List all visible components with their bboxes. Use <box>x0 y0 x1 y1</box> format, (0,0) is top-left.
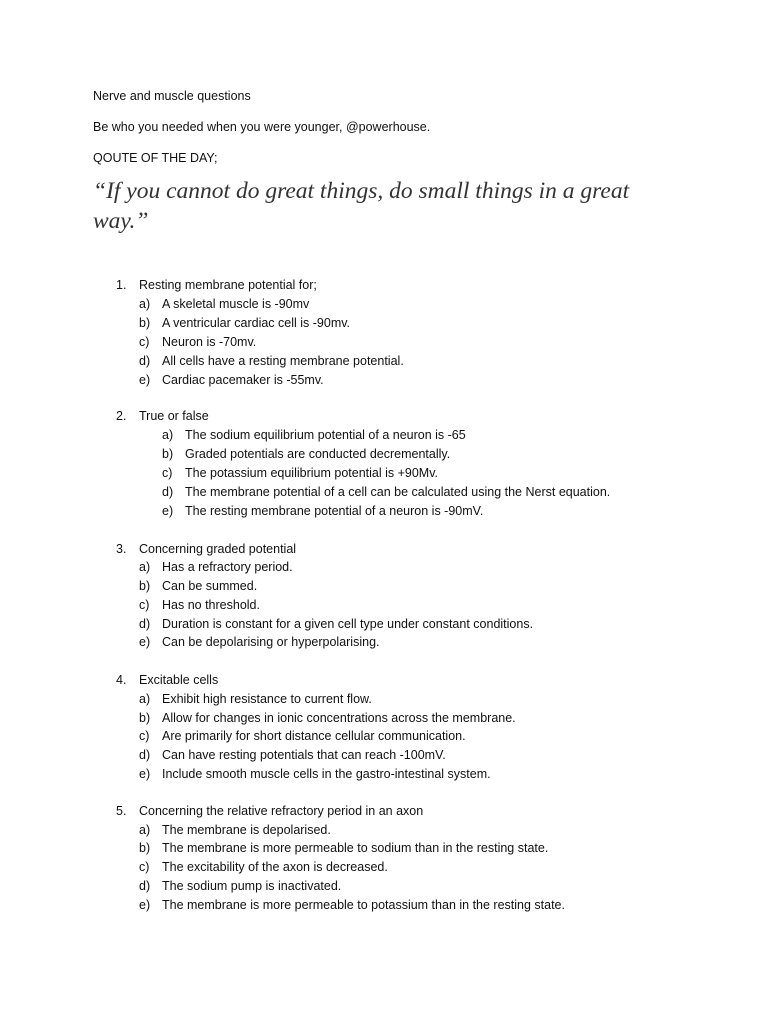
question-title: Resting membrane potential for; <box>139 278 317 292</box>
option-letter: c) <box>139 335 150 349</box>
option-letter: c) <box>139 729 150 743</box>
option-text: The resting membrane potential of a neuron is -90mV. <box>185 504 484 518</box>
option-text: Include smooth muscle cells in the gastro-intestinal system. <box>162 767 491 781</box>
question-title: True or false <box>139 409 209 423</box>
option-letter: a) <box>162 428 174 442</box>
quote-heading: QOUTE OF THE DAY; <box>93 151 218 165</box>
option-letter: a) <box>139 297 151 311</box>
option-letter: d) <box>139 354 151 368</box>
option-letter: b) <box>139 841 151 855</box>
option-letter: d) <box>162 485 174 499</box>
option-letter: e) <box>162 504 174 518</box>
option-letter: b) <box>162 447 174 461</box>
option-text: The membrane is more permeable to sodium than in the resting state. <box>162 841 549 855</box>
option-letter: e) <box>139 373 151 387</box>
question-title: Concerning graded potential <box>139 542 297 556</box>
option-text: All cells have a resting membrane potential. <box>162 354 404 368</box>
option-letter: d) <box>139 617 151 631</box>
option-text: A ventricular cardiac cell is -90mv. <box>162 316 351 330</box>
option-text: Can be depolarising or hyperpolarising. <box>162 635 380 649</box>
option-text: Duration is constant for a given cell type under constant conditions. <box>162 617 534 631</box>
option-letter: b) <box>139 316 151 330</box>
option-text: A skeletal muscle is -90mv <box>162 297 310 311</box>
option-letter: d) <box>139 879 151 893</box>
option-text: Has no threshold. <box>162 598 260 612</box>
option-letter: a) <box>139 560 151 574</box>
option-text: The membrane is depolarised. <box>162 823 331 837</box>
option-text: Cardiac pacemaker is -55mv. <box>162 373 324 387</box>
option-text: The membrane potential of a cell can be calculated using the Nerst equation. <box>185 485 611 499</box>
option-letter: e) <box>139 767 151 781</box>
document-title: Nerve and muscle questions <box>93 89 251 103</box>
option-letter: e) <box>139 898 151 912</box>
option-letter: b) <box>139 579 151 593</box>
question-number: 1. <box>116 278 127 292</box>
option-text: Has a refractory period. <box>162 560 293 574</box>
option-text: Graded potentials are conducted decrementally. <box>185 447 451 461</box>
option-letter: a) <box>139 692 151 706</box>
question-title: Concerning the relative refractory period in an axon <box>139 804 424 818</box>
question-number: 4. <box>116 673 127 687</box>
option-letter: b) <box>139 711 151 725</box>
option-letter: e) <box>139 635 151 649</box>
option-letter: d) <box>139 748 151 762</box>
option-letter: a) <box>139 823 151 837</box>
option-text: The membrane is more permeable to potassium than in the resting state. <box>162 898 565 912</box>
option-letter: c) <box>139 598 150 612</box>
option-text: Exhibit high resistance to current flow. <box>162 692 372 706</box>
option-text: The sodium pump is inactivated. <box>162 879 342 893</box>
quote-of-the-day: “If you cannot do great things, do small things in a great way.” <box>93 178 630 234</box>
question-title: Excitable cells <box>139 673 219 687</box>
option-text: Can have resting potentials that can reach -100mV. <box>162 748 446 762</box>
option-letter: c) <box>139 860 150 874</box>
option-letter: c) <box>162 466 173 480</box>
option-text: Allow for changes in ionic concentrations across the membrane. <box>162 711 516 725</box>
question-number: 2. <box>116 409 127 423</box>
question-number: 3. <box>116 542 127 556</box>
question-number: 5. <box>116 804 127 818</box>
option-text: The potassium equilibrium potential is +90Mv. <box>185 466 439 480</box>
option-text: Neuron is -70mv. <box>162 335 257 349</box>
option-text: The sodium equilibrium potential of a neuron is -65 <box>185 428 466 442</box>
option-text: The excitability of the axon is decreased. <box>162 860 388 874</box>
option-text: Are primarily for short distance cellular communication. <box>162 729 466 743</box>
motto-line: Be who you needed when you were younger, @powerhouse. <box>93 120 431 134</box>
option-text: Can be summed. <box>162 579 258 593</box>
